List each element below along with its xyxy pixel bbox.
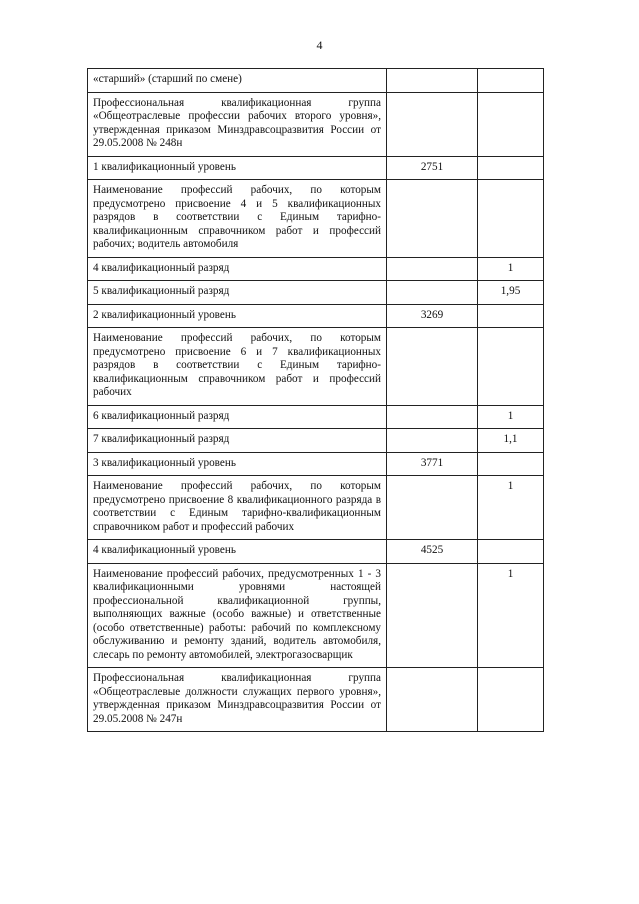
table-row — [88, 668, 544, 732]
row-coefficient — [478, 540, 544, 564]
row-coefficient: 1 — [478, 405, 544, 429]
row-salary — [387, 257, 478, 281]
row-description: Наименование профессий рабочих, предусмотренных 1 - 3 квалификационными уровнями настоящей профессиональной квалификационной группы, выполняющих важные (особо важные) и ответственные (особо ответственные) работы: рабочий по комплексному обслуживанию и ремонту зданий, водитель автомобиля, слесарь по ремонту автомобилей, электрогазосварщик — [88, 563, 387, 668]
row-coefficient: 1,95 — [478, 281, 544, 305]
row-salary — [387, 328, 478, 406]
row-salary: 4525 — [387, 540, 478, 564]
row-salary — [387, 405, 478, 429]
row-description: 1 квалификационный уровень — [88, 156, 387, 180]
row-salary — [387, 668, 478, 732]
row-salary — [387, 92, 478, 156]
row-description: 3 квалификационный уровень — [88, 452, 387, 476]
row-description: 6 квалификационный разряд — [88, 405, 387, 429]
row-salary — [387, 180, 478, 258]
row-salary: 2751 — [387, 156, 478, 180]
row-coefficient — [478, 328, 544, 406]
table-row — [88, 257, 544, 281]
row-description: Профессиональная квалификационная группа «Общеотраслевые профессии рабочих второго уровня», утвержденная приказом Минздравсоцразвития России от 29.05.2008 № 248н — [88, 92, 387, 156]
row-salary — [387, 429, 478, 453]
table-row — [88, 429, 544, 453]
row-coefficient: 1 — [478, 563, 544, 668]
table-row — [88, 563, 544, 668]
table-row — [88, 405, 544, 429]
table-row — [88, 540, 544, 564]
row-coefficient — [478, 92, 544, 156]
row-coefficient: 1,1 — [478, 429, 544, 453]
row-coefficient — [478, 668, 544, 732]
table-row — [88, 156, 544, 180]
table-row — [88, 69, 544, 93]
table-row — [88, 281, 544, 305]
page-number: 4 — [316, 38, 323, 52]
table-row — [88, 328, 544, 406]
row-salary: 3771 — [387, 452, 478, 476]
row-coefficient — [478, 69, 544, 93]
row-description: 4 квалификационный уровень — [88, 540, 387, 564]
row-description: 4 квалификационный разряд — [88, 257, 387, 281]
table-row — [88, 92, 544, 156]
qualification-table — [87, 68, 544, 732]
row-coefficient — [478, 156, 544, 180]
row-coefficient — [478, 180, 544, 258]
row-description: 5 квалификационный разряд — [88, 281, 387, 305]
table-row — [88, 304, 544, 328]
row-coefficient: 1 — [478, 476, 544, 540]
row-salary — [387, 69, 478, 93]
row-description: 7 квалификационный разряд — [88, 429, 387, 453]
row-coefficient — [478, 452, 544, 476]
row-salary — [387, 281, 478, 305]
row-description: Профессиональная квалификационная группа «Общеотраслевые должности служащих первого уровня», утвержденная приказом Минздравсоцразвития России от 29.05.2008 № 247н — [88, 668, 387, 732]
row-coefficient — [478, 304, 544, 328]
row-salary: 3269 — [387, 304, 478, 328]
row-salary — [387, 563, 478, 668]
row-description: Наименование профессий рабочих, по которым предусмотрено присвоение 6 и 7 квалификационных разрядов в соответствии с Единым тарифно-квалификационным справочником работ и профессий рабочих — [88, 328, 387, 406]
row-description: Наименование профессий рабочих, по которым предусмотрено присвоение 4 и 5 квалификационных разрядов в соответствии с Единым тарифно-квалификационным справочником работ и профессий рабочих; водитель автомобиля — [88, 180, 387, 258]
table-row — [88, 180, 544, 258]
row-salary — [387, 476, 478, 540]
row-description: 2 квалификационный уровень — [88, 304, 387, 328]
row-description: Наименование профессий рабочих, по которым предусмотрено присвоение 8 квалификационного разряда в соответствии с Единым тарифно-квалификационным справочником работ и профессий рабочих — [88, 476, 387, 540]
table-row — [88, 476, 544, 540]
table-row — [88, 452, 544, 476]
row-description: «старший» (старший по смене) — [88, 69, 387, 93]
row-coefficient: 1 — [478, 257, 544, 281]
